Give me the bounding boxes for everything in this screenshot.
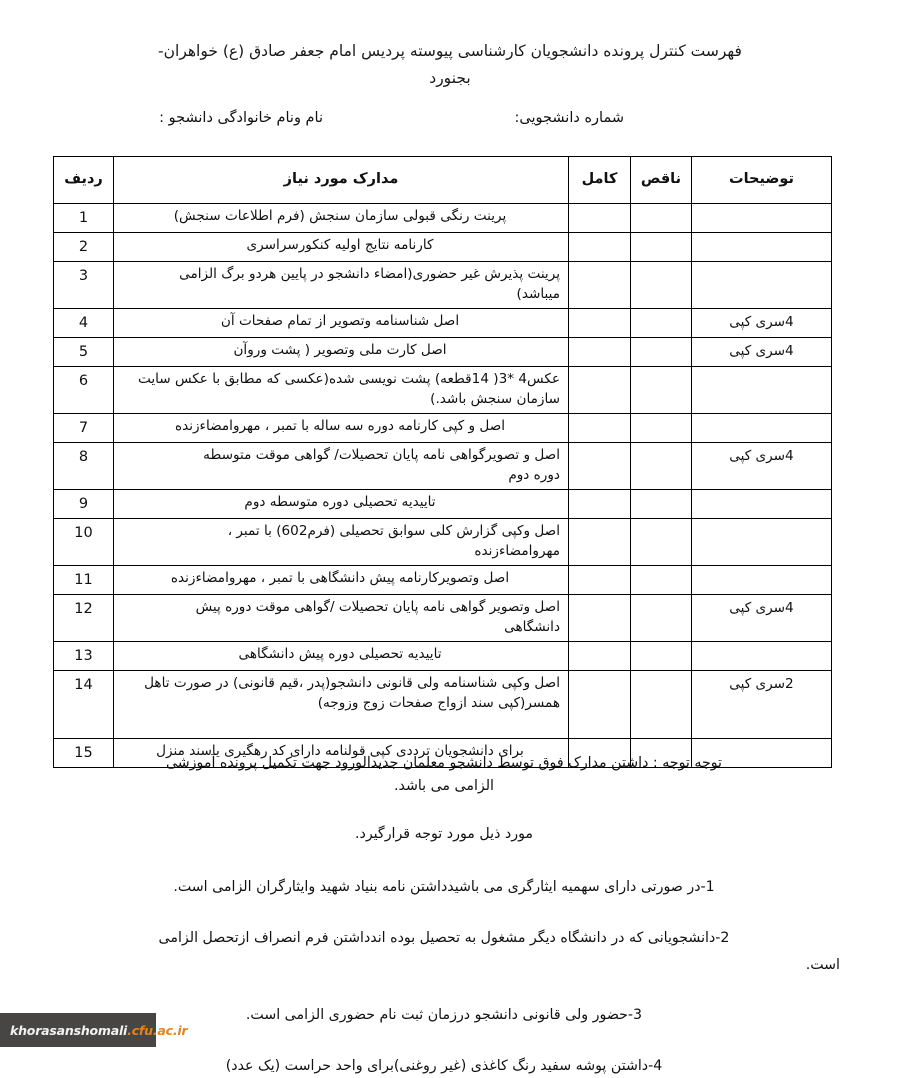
table-row	[54, 414, 832, 443]
table-row	[54, 233, 832, 262]
cell-documents	[114, 338, 569, 367]
watermark-domain: .cfu.ac.ir	[127, 1022, 188, 1038]
cell-incomplete[interactable]	[631, 443, 692, 490]
table-row	[54, 565, 832, 594]
cell-explanations[interactable]	[692, 367, 832, 414]
column-header-explanations: توضیحات	[692, 157, 832, 204]
cell-radif: 13	[54, 641, 114, 670]
cell-radif: 10	[54, 519, 114, 566]
table-row	[54, 670, 832, 738]
cell-complete[interactable]	[569, 367, 631, 414]
cell-incomplete[interactable]	[631, 519, 692, 566]
cell-explanations[interactable]: 4سری کپی	[692, 594, 832, 641]
cell-complete[interactable]	[569, 594, 631, 641]
watermark-site-name: khorasanshomali	[10, 1022, 128, 1038]
note-attention-line1: توجه توجه : داشتن مدارک فوق توسط دانشجو معلمان جدیدالورود جهت تکمیل پرونده آموزشی	[165, 755, 723, 771]
table-header-row	[54, 157, 832, 204]
table-header	[54, 157, 832, 204]
cell-complete[interactable]	[569, 670, 631, 738]
column-header-incomplete: ناقص	[631, 157, 692, 204]
cell-complete[interactable]	[569, 204, 631, 233]
cell-explanations[interactable]	[692, 204, 832, 233]
cell-explanations[interactable]	[692, 414, 832, 443]
cell-incomplete[interactable]	[631, 641, 692, 670]
cell-documents	[114, 594, 569, 641]
cell-documents	[114, 489, 569, 518]
cell-incomplete[interactable]	[631, 489, 692, 518]
cell-explanations[interactable]	[692, 262, 832, 309]
table-row	[54, 338, 832, 367]
cell-complete[interactable]	[569, 489, 631, 518]
cell-complete[interactable]	[569, 338, 631, 367]
document-text-line1: کارنامه نتایج اولیه کنکورسراسری	[246, 237, 434, 254]
table-row	[54, 641, 832, 670]
note-item-1: 1-در صورتی دارای سهمیه ایثارگری می باشیدداشتن نامه بنیاد شهید وایثارگران الزامی است.	[173, 879, 715, 896]
cell-incomplete[interactable]	[631, 338, 692, 367]
cell-explanations[interactable]: 4سری کپی	[692, 443, 832, 490]
table-row	[54, 443, 832, 490]
cell-explanations[interactable]	[692, 641, 832, 670]
document-text-line1: تاییدیه تحصیلی دوره متوسطه دوم	[244, 493, 436, 510]
cell-documents	[114, 367, 569, 414]
cell-incomplete[interactable]	[631, 565, 692, 594]
cell-complete[interactable]	[569, 233, 631, 262]
table-row	[54, 309, 832, 338]
checklist-table	[53, 156, 832, 768]
document-text-line1: اصل وتصویر گواهی نامه پایان تحصیلات /گواهی موقت دوره پیش	[195, 598, 560, 615]
cell-incomplete[interactable]	[631, 233, 692, 262]
document-text-line1: اصل وکپی شناسنامه ولی قانونی دانشجو(پدر ،قیم قانونی) در صورت تاهل	[144, 674, 560, 691]
cell-explanations[interactable]: 2سری کپی	[692, 670, 832, 738]
table-row	[54, 204, 832, 233]
cell-radif: 9	[54, 489, 114, 518]
cell-documents	[114, 309, 569, 338]
cell-complete[interactable]	[569, 414, 631, 443]
document-text-line1: پرینت رنگی قبولی سازمان سنجش (فرم اطلاعات سنجش)	[173, 208, 507, 224]
cell-radif: 14	[54, 670, 114, 738]
cell-documents	[114, 233, 569, 262]
cell-incomplete[interactable]	[631, 204, 692, 233]
table-row	[54, 519, 832, 566]
cell-explanations[interactable]	[692, 233, 832, 262]
document-text-line1: برای دانشجویان ترددی کپی قولنامه دارای کد رهگیری یاسند منزل	[156, 742, 524, 759]
document-text-line1: پرینت پذیرش غیر حضوری(امضاء دانشجو در پایین هردو برگ الزامی	[179, 266, 560, 283]
note-item-3: 3-حضور ولی قانونی دانشجو درزمان ثبت نام حضوری الزامی است.	[245, 1007, 643, 1024]
document-text-line2: مهروامضاءزنده	[474, 542, 560, 559]
cell-radif: 11	[54, 565, 114, 594]
student-name-label: نام ونام خانوادگی دانشجو :	[159, 110, 323, 126]
note-consider: مورد ذیل مورد توجه قرارگیرد.	[355, 826, 533, 843]
cell-documents	[114, 262, 569, 309]
document-text-line1: اصل وتصویرکارنامه پیش دانشگاهی با تمبر ، مهروامضاءزنده	[170, 569, 510, 586]
cell-complete[interactable]	[569, 641, 631, 670]
cell-radif: 3	[54, 262, 114, 309]
cell-complete[interactable]	[569, 262, 631, 309]
cell-incomplete[interactable]	[631, 414, 692, 443]
document-text-line2: میباشد)	[516, 286, 560, 303]
cell-radif: 7	[54, 414, 114, 443]
cell-incomplete[interactable]	[631, 309, 692, 338]
cell-incomplete[interactable]	[631, 262, 692, 309]
table-row	[54, 367, 832, 414]
page-title: فهرست کنترل پرونده دانشجویان کارشناسی پیوسته پردیس امام جعفر صادق (ع) خواهران- بجنورد	[158, 42, 742, 88]
column-header-documents: مدارک مورد نیاز	[114, 157, 569, 204]
cell-radif: 8	[54, 443, 114, 490]
cell-incomplete[interactable]	[631, 367, 692, 414]
cell-complete[interactable]	[569, 443, 631, 490]
student-identity-line	[60, 110, 840, 136]
cell-explanations[interactable]	[692, 489, 832, 518]
cell-radif: 4	[54, 309, 114, 338]
document-text-line2: دوره دوم	[508, 467, 560, 483]
cell-documents	[114, 519, 569, 566]
note-attention	[48, 752, 840, 797]
document-text-line1: اصل و کپی کارنامه دوره سه ساله با تمبر ، مهروامضاءزنده	[174, 418, 506, 434]
column-header-complete: کامل	[569, 157, 631, 204]
document-text-line1: اصل شناسنامه وتصویر از تمام صفحات آن	[220, 313, 460, 329]
cell-documents	[114, 443, 569, 490]
site-watermark	[0, 1013, 188, 1047]
table-row	[54, 262, 832, 309]
cell-documents	[114, 670, 569, 738]
cell-explanations[interactable]	[692, 519, 832, 566]
document-text-line1: تاییدیه تحصیلی دوره پیش دانشگاهی	[238, 645, 442, 662]
cell-radif: 1	[54, 204, 114, 233]
cell-radif: 5	[54, 338, 114, 367]
document-text-line1: اصل و تصویرگواهی نامه پایان تحصیلات/ گواهی موقت متوسطه	[203, 447, 560, 464]
document-text-line1: عکس4 *3( 14قطعه) پشت نویسی شده(عکسی که مطابق با عکس سایت	[137, 371, 560, 388]
document-text-line1: اصل کارت ملی وتصویر ( پشت وروآن	[233, 342, 447, 359]
note-item-2: 2-دانشجویانی که در دانشگاه دیگر مشغول به تحصیل بوده اندداشتن فرم انصراف ازتحصل الزامی	[158, 929, 730, 946]
document-text-line2: سازمان سنجش باشد.)	[430, 391, 560, 408]
document-text-line2: دانشگاهی	[504, 618, 560, 635]
cell-explanations[interactable]: 4سری کپی	[692, 338, 832, 367]
cell-complete[interactable]	[569, 309, 631, 338]
watermark-text	[6, 1023, 187, 1038]
note-item-4: 4-داشتن پوشه سفید رنگ کاغذی (غیر روغنی)برای واحد حراست (یک عدد)	[225, 1058, 663, 1075]
cell-complete[interactable]	[569, 565, 631, 594]
document-text-line1: اصل وکپی گزارش کلی سوابق تحصیلی (فرم602) با تمبر ،	[227, 523, 560, 539]
cell-complete[interactable]	[569, 519, 631, 566]
student-number-label: شماره دانشجویی:	[514, 110, 624, 126]
table-body	[54, 204, 832, 768]
cell-radif: 2	[54, 233, 114, 262]
note-attention-line2: الزامی می باشد.	[393, 777, 495, 794]
cell-documents	[114, 204, 569, 233]
cell-radif: 15	[54, 738, 114, 767]
cell-radif: 12	[54, 594, 114, 641]
cell-incomplete[interactable]	[631, 670, 692, 738]
cell-documents	[114, 414, 569, 443]
cell-incomplete[interactable]	[631, 594, 692, 641]
cell-explanations[interactable]: 4سری کپی	[692, 309, 832, 338]
column-header-radif: ردیف	[54, 157, 114, 204]
cell-documents	[114, 565, 569, 594]
table-row	[54, 489, 832, 518]
cell-radif: 6	[54, 367, 114, 414]
cell-documents	[114, 641, 569, 670]
document-text-line2: همسر(کپی سند ازواج صفحات زوج وزوجه)	[317, 694, 560, 711]
note-item-2-tail: است.	[805, 956, 840, 973]
table-row	[54, 594, 832, 641]
cell-explanations[interactable]	[692, 565, 832, 594]
